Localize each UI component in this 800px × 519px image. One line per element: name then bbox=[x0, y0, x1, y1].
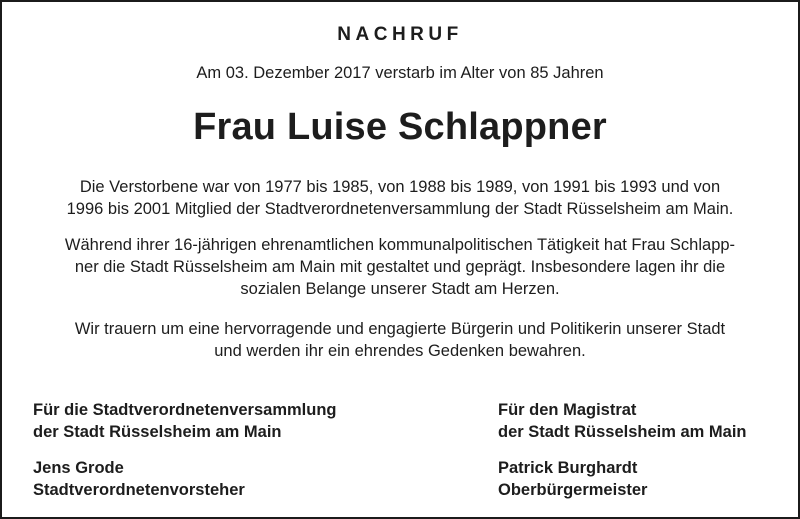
organization-line: Für die Stadtverordnetenversammlung bbox=[33, 401, 337, 419]
organization-line: Für den Magistrat bbox=[498, 401, 637, 419]
signature-right-organization bbox=[498, 399, 747, 443]
paragraph-line: sozialen Belange unserer Stadt am Herzen. bbox=[240, 280, 560, 298]
paragraph-line: Die Verstorbene war von 1977 bis 1985, von 1988 bis 1989, von 1991 bis 1993 und von bbox=[79, 178, 721, 196]
paragraph-mourning bbox=[26, 318, 774, 362]
signatory-title: Oberbürgermeister bbox=[498, 481, 648, 499]
organization-line: der Stadt Rüsselsheim am Main bbox=[498, 423, 747, 441]
paragraph-career bbox=[26, 176, 774, 220]
signatory-name: Patrick Burghardt bbox=[498, 459, 638, 477]
paragraph-line: Während ihrer 16-jährigen ehrenamtlichen kommunalpolitischen Tätigkeit hat Frau Schlapp- bbox=[64, 236, 736, 254]
paragraph-line: 1996 bis 2001 Mitglied der Stadtverordnetenversammlung der Stadt Rüsselsheim am Main. bbox=[66, 200, 734, 218]
signatory-name: Jens Grode bbox=[33, 459, 124, 477]
signatory-title: Stadtverordnetenvorsteher bbox=[33, 481, 245, 499]
paragraph-service bbox=[26, 234, 774, 300]
paragraph-line: und werden ihr ein ehrendes Gedenken bewahren. bbox=[214, 342, 586, 360]
signature-left-person bbox=[33, 457, 245, 501]
notice-heading: NACHRUF bbox=[337, 24, 463, 45]
deceased-name: Frau Luise Schlappner bbox=[193, 106, 607, 148]
notice-intro: Am 03. Dezember 2017 verstarb im Alter von 85 Jahren bbox=[196, 64, 604, 82]
organization-line: der Stadt Rüsselsheim am Main bbox=[33, 423, 282, 441]
paragraph-line: Wir trauern um eine hervorragende und engagierte Bürgerin und Politikerin unserer Stadt bbox=[74, 320, 726, 338]
signature-left-organization bbox=[33, 399, 337, 443]
paragraph-line: ner die Stadt Rüsselsheim am Main mit gestaltet und geprägt. Insbesondere lagen ihr die bbox=[74, 258, 726, 276]
signature-right-person bbox=[498, 457, 647, 501]
